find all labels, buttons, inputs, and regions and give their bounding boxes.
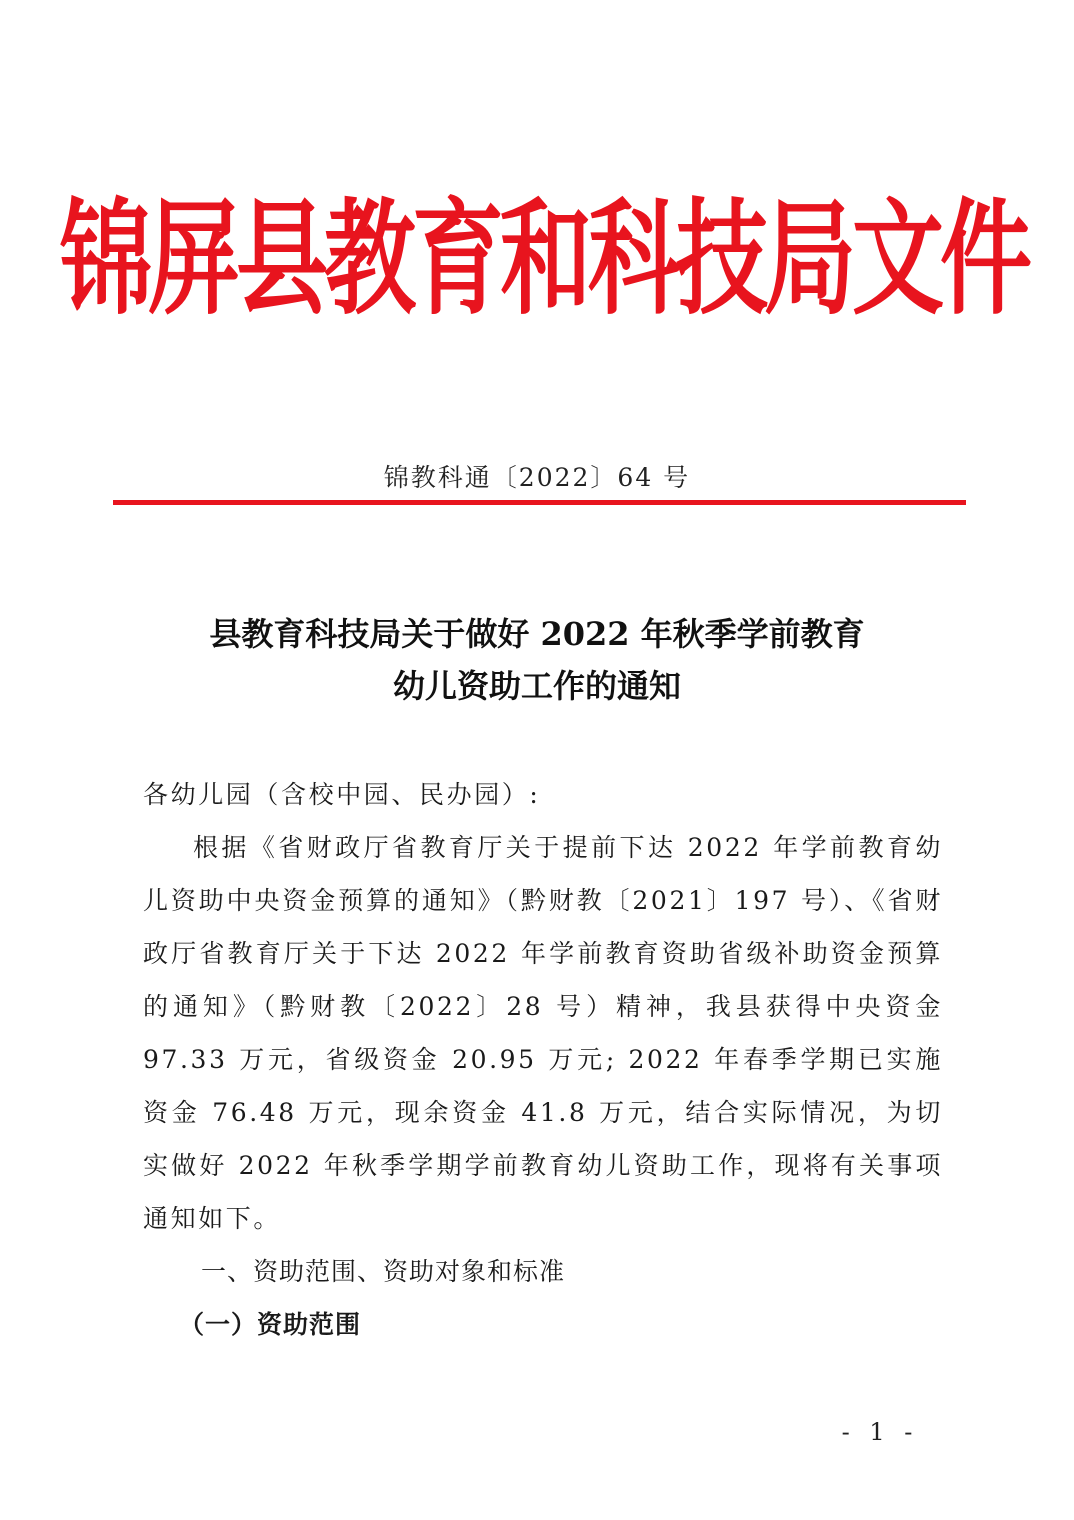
body-paragraph: 根据《省财政厅省教育厅关于提前下达 2022 年学前教育幼儿资助中央资金预算的通知》（黔财教〔2021〕197 号）、《省财政厅省教育厅关于下达 2022 年学前教育资助省级补助资金预算的通知》（黔财教〔2022〕28 号）精神，我县获得中央资金 97.33 万元，省级资金 20.95 万元; 2022 年春季学期已实施资金 76.48 万元，现余资金 41.8 万元，结合实际情况，为切实做好 2022 年秋季学期学前教育幼儿资助工作，现将有关事项通知如下。: [143, 833, 943, 1233]
notice-title-line-2: 幼儿资助工作的通知: [392, 667, 681, 705]
salutation: 各幼儿园（含校中园、民办园）:: [143, 780, 541, 809]
subsection-heading: （一）资助范围: [179, 1310, 362, 1339]
notice-title-line-1: 县教育科技局关于做好 2022 年秋季学前教育: [209, 615, 865, 653]
notice-title: [100, 608, 974, 712]
section-heading: 一、资助范围、资助对象和标准: [201, 1257, 566, 1286]
masthead-title: 锦屏县教育和科技局文件: [60, 187, 1029, 332]
notice-body: [143, 768, 943, 1351]
document-number: 锦教科通〔2022〕64 号: [383, 463, 691, 492]
page-number: - 1 -: [841, 1418, 919, 1446]
red-divider-rule: [113, 500, 966, 505]
